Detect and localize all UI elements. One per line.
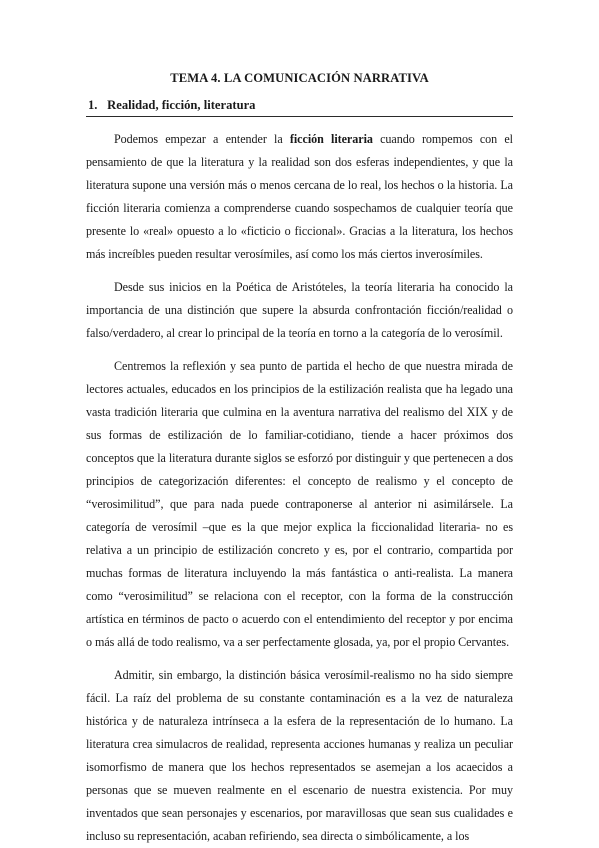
paragraph-4: Admitir, sin embargo, la distinción básica verosímil-realismo no ha sido siempre fácil. La raíz del problema de su constante contaminación es a la vez de naturaleza histórica y de naturaleza intrínseca a la esfera de la representación de lo humano. La literatura crea simulacros de realidad, representa acciones humanas y realiza un peculiar isomorfismo de manera que los hechos representados se asemejan a los acaecidos a personas que se mueven realmente en el escenario de nuestra existencia. Por muy inventados que sean personajes y escenarios, por maravillosas que sean sus cualidades e incluso su representación, acaban refiriendo, sea directa o simbólicamente, a los <box>86 668 513 843</box>
paragraph-3: Centremos la reflexión y sea punto de partida el hecho de que nuestra mirada de lectores actuales, educados en los principios de la estilización realista que ha legado una vasta tradición literaria que culmina en la aventura narrativa del realismo del XIX y de sus formas de estilización de lo familiar-cotidiano, tiende a hacer próximos dos conceptos que la literatura durante siglos se esforzó por distinguir y que pertenecen a dos principios de categorización diferentes: el concepto de realismo y el concepto de “verosimilitud”, que para nada puede contraponerse al anterior ni asimilársele. La categoría de verosímil –que es la que mejor explica la ficcionalidad literaria- no es relativa a un principio de estilización concreto y es, por el contrario, compartida por muchas formas de literatura incluyendo la más fantástica o anti-realista. La manera como “verosimilitud” se relaciona con el receptor, con la forma de la construcción artística en términos de pacto o acuerdo con el entendimiento del receptor y por encima o más allá de todo realismo, va a ser perfectamente glosada, ya, por el propio Cervantes. <box>86 359 513 649</box>
paragraph-1-emphasis: ficción literaria <box>289 132 373 146</box>
document-title: TEMA 4. LA COMUNICACIÓN NARRATIVA <box>170 71 429 85</box>
section-number: 1. <box>88 98 98 112</box>
paragraph-1-after: cuando rompemos con el pensamiento de que la literatura y la realidad son dos esferas independientes, y que la literatura supone una versión más o menos cercana de lo real, los hechos o la historia. La ficción literaria comienza a comprenderse cuando sospechamos de cualquier teoría que presente lo «real» opuesto a lo «ficticio o ficcional». Gracias a la literatura, los hechos más increíbles pueden resultar verosímiles, así como los más ciertos inverosímiles. <box>86 132 513 261</box>
paragraph-1-before: Podemos empezar a entender la <box>114 132 290 146</box>
section-title: Realidad, ficción, literatura <box>107 98 256 112</box>
paragraph-1 <box>86 128 513 266</box>
section-heading <box>86 97 513 117</box>
paragraph-2: Desde sus inicios en la Poética de Aristóteles, la teoría literaria ha conocido la importancia de una distinción que supere la absurda confrontación ficción/realidad o falso/verdadero, al crear lo principal de la teoría en torno a la categoría de lo verosímil. <box>86 280 513 340</box>
